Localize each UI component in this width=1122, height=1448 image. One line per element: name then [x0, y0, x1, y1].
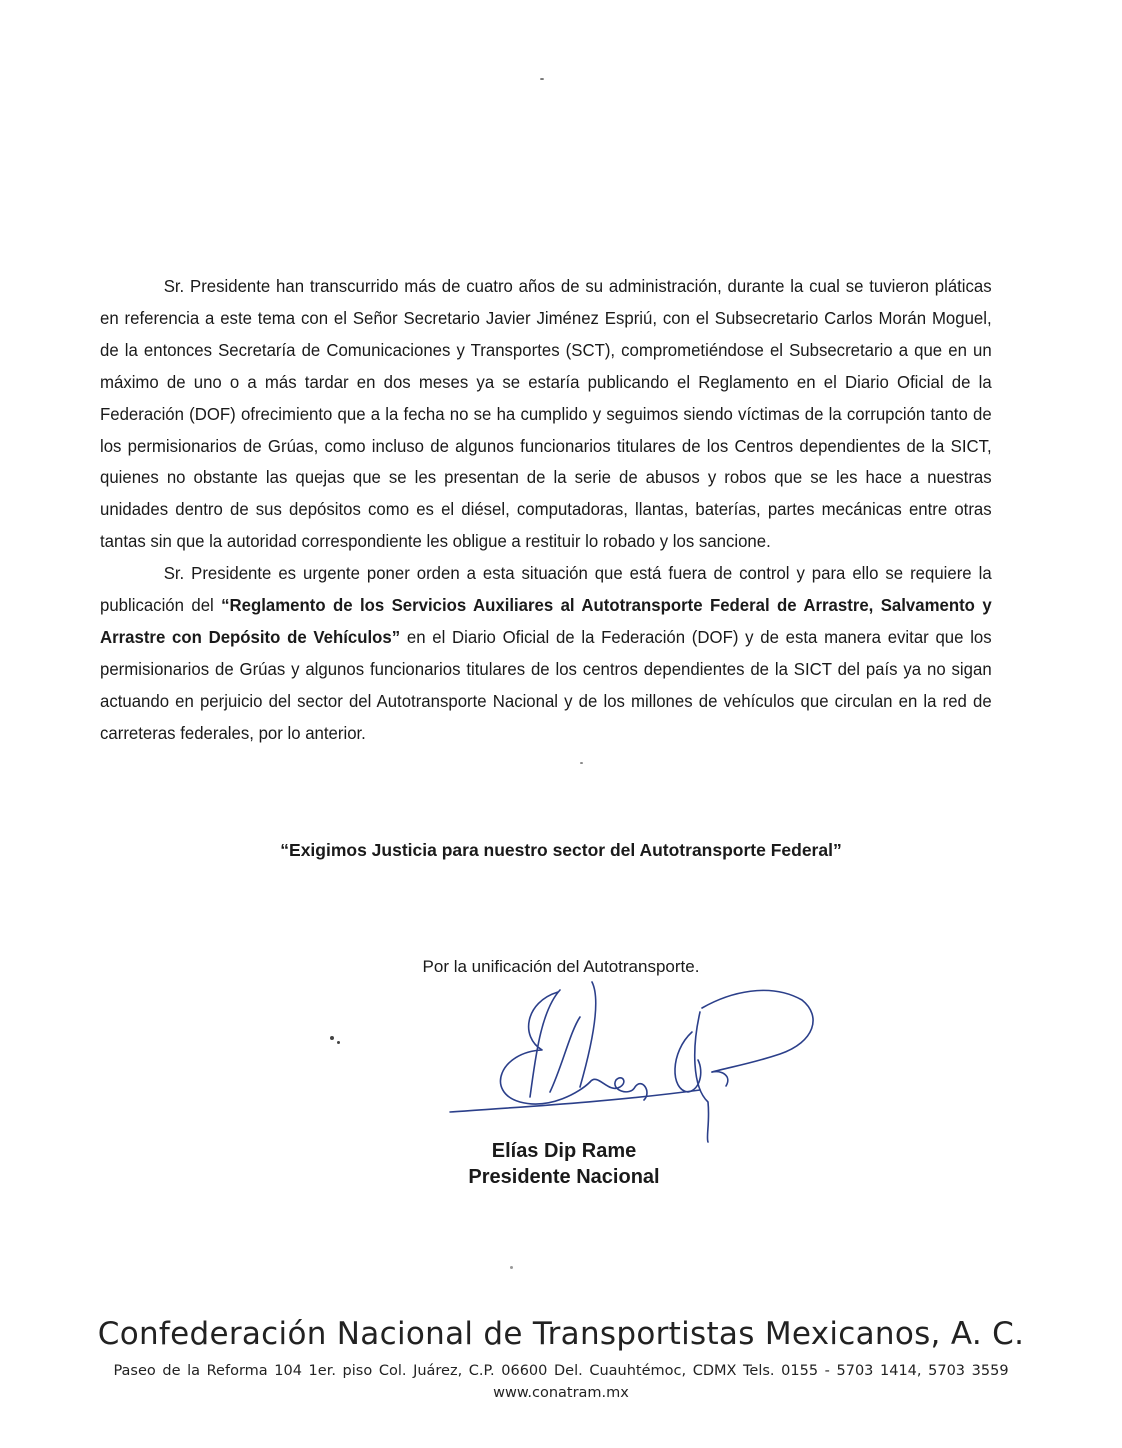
paragraph-2-end: en el Diario Oficial de la Federación (DOF) y de esta manera evitar que los permisionarios de Grúas y algunos funcionarios titulares de los centros dependientes de la SICT del país ya no sigan actuando en perjuicio del sector del Autotransporte Nacional y de los millones de vehículos que circulan en la red de carreteras federales, por lo anterior. [100, 626, 992, 743]
scan-speck [510, 1266, 513, 1269]
signer-name: Elías Dip Rame [491, 1140, 637, 1162]
scan-speck [330, 1036, 334, 1040]
signer-title: Presidente Nacional [468, 1166, 660, 1188]
letter-body [100, 271, 992, 750]
scan-speck [337, 1041, 340, 1044]
paragraph-1: Sr. Presidente han transcurrido más de cuatro años de su administración, durante la cual se tuvieron pláticas en referencia a este tema con el Señor Secretario Javier Jiménez Espriú, con el Subsecretario Carlos Morán Moguel, de la entonces Secretaría de Comunicaciones y Transportes (SCT), comprometiéndose el Subsecretario a que en un máximo de uno o a más tardar en dos meses ya se estaría publicando el Reglamento en el Diario Oficial de la Federación (DOF) ofrecimiento que a la fecha no se ha cumplido y seguimos siendo víctimas de la corrupción tanto de los permisionarios de Grúas, como incluso de algunos funcionarios titulares de los Centros dependientes de la SICT, quienes no obstante las quejas que se les presentan de la serie de abusos y robos que se les hace a nuestras unidades dentro de sus depósitos como es el diésel, computadoras, llantas, baterías, partes mecánicas entre otras tantas sin que la autoridad correspondiente les obligue a restituir lo robado y los sancione. [100, 276, 992, 552]
scan-speck [580, 762, 583, 764]
organization-name: Confederación Nacional de Transportistas Mexicanos, A. C. [97, 1316, 1025, 1352]
motto: “Exigimos Justicia para nuestro sector del Autotransporte Federal” [280, 840, 842, 860]
regulation-title: “Reglamento de los Servicios Auxiliares al Autotransporte Federal de Arrastre, Salvamento y Arrastre con Depósito de Vehículos” [100, 595, 992, 647]
handwritten-signature [430, 972, 830, 1157]
paragraph-2-start: Sr. Presidente es urgente poner orden a esta situación que está fuera de control y para ello se requiere la publicación del [100, 563, 992, 616]
closing-line: Por la unificación del Autotransporte. [422, 957, 700, 976]
organization-address: Paseo de la Reforma 104 1er. piso Col. Juárez, C.P. 06600 Del. Cuauhtémoc, CDMX Tels. 0155 - 5703 1414, 5703 3559 [113, 1363, 1009, 1379]
paragraph-2 [100, 558, 992, 749]
organization-website: www.conatram.mx [493, 1385, 629, 1401]
scan-speck [540, 78, 544, 80]
